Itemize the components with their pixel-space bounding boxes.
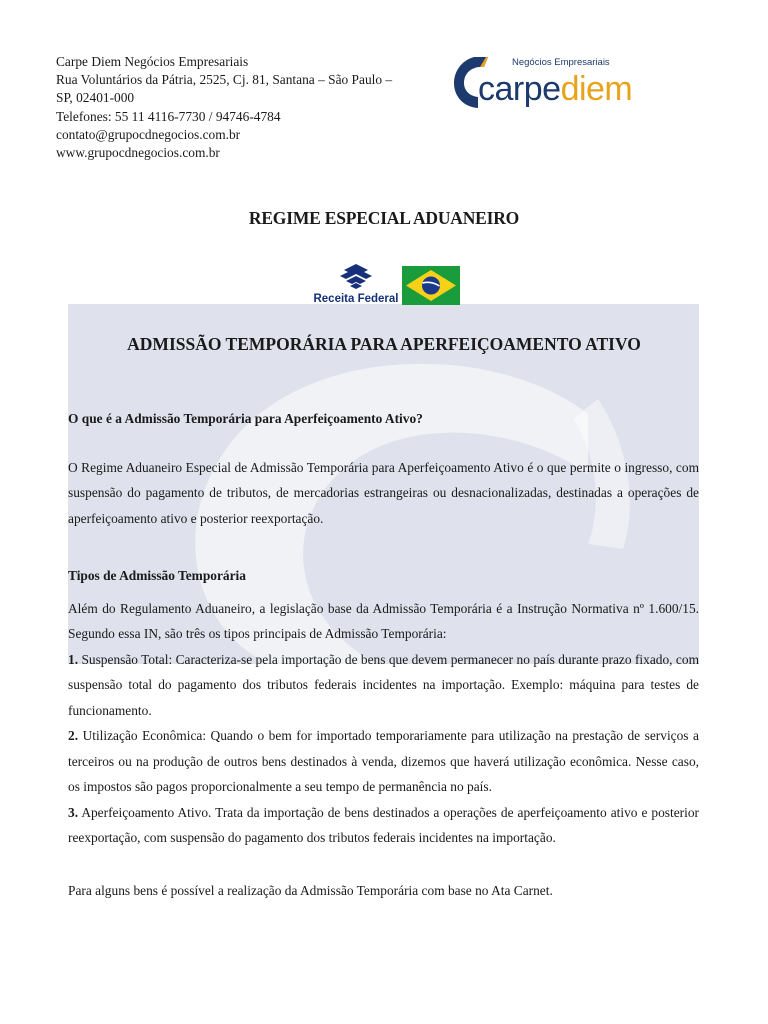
- carpediem-logo: [452, 53, 678, 109]
- logo-name-carpe: carpe: [478, 70, 561, 108]
- type-item-3: [68, 800, 699, 851]
- question-heading: O que é a Admissão Temporária para Aperfeiçoamento Ativo?: [68, 411, 423, 426]
- type-item-number: 1.: [68, 651, 79, 667]
- sender-phones: Telefones: 55 11 4116-7730 / 94746-4784: [56, 108, 281, 124]
- section-title: ADMISSÃO TEMPORÁRIA PARA APERFEIÇOAMENTO ATIVO: [127, 334, 641, 354]
- type-item-text: Aperfeiçoamento Ativo. Trata da importação de bens destinados a operações de aperfeiçoamento ativo e posterior reexportação, com suspensão do pagamento dos tributos federais incidentes na importação.: [68, 804, 700, 845]
- logo-name-diem: diem: [560, 70, 633, 108]
- type-item-number: 2.: [68, 728, 79, 743]
- brazil-flag-icon: [402, 266, 460, 305]
- sender-address-line1: Rua Voluntários da Pátria, 2525, Cj. 81, Santana – São Paulo –: [56, 72, 393, 88]
- intro-paragraph: O Regime Aduaneiro Especial de Admissão Temporária para Aperfeiçoamento Ativo é o que permite o ingresso, com suspensão do pagamento de tributos, de mercadorias estrangeiras ou desnacionalizadas, destinadas a operações de aperfeiçoamento ativo e posterior reexportação.: [68, 459, 699, 526]
- sender-email[interactable]: contato@grupocdnegocios.com.br: [56, 126, 241, 142]
- type-item-number: 3.: [68, 804, 79, 820]
- types-intro-paragraph: Além do Regulamento Aduaneiro, a legislação base da Admissão Temporária é a Instrução Normativa nº 1.600/15. Segundo essa IN, são três os tipos principais de Admissão Temporária:: [68, 600, 699, 641]
- receita-federal-label: Receita Federal: [313, 293, 399, 305]
- receita-federal-logo: [310, 262, 402, 306]
- closing-paragraph: Para alguns bens é possível a realização da Admissão Temporária com base no Ata Carnet.: [68, 882, 553, 898]
- sender-company: Carpe Diem Negócios Empresariais: [56, 54, 249, 69]
- sender-website[interactable]: www.grupocdnegocios.com.br: [56, 145, 220, 161]
- sender-address-line2: SP, 02401-000: [56, 90, 135, 106]
- type-item-text: Suspensão Total: Caracteriza-se pela importação de bens que devem permanecer no país durante prazo fixado, com suspensão total do pagamento dos tributos federais incidentes na importação. Exemplo: máquina para testes de funcionamento.: [68, 651, 699, 718]
- type-item-text: Utilização Econômica: Quando o bem for importado temporariamente para utilização na prestação de serviços a terceiros ou na produção de outros bens destinados à venda, dizemos que haverá utilização econômica. Nesse caso, os impostos são pagos proporcionalmente a seu tempo de permanência no país.: [68, 728, 699, 794]
- document-title: REGIME ESPECIAL ADUANEIRO: [248, 208, 520, 228]
- logo-tagline: Negócios Empresariais: [512, 57, 610, 68]
- document-body: [68, 406, 699, 903]
- type-item-1: [68, 647, 699, 724]
- types-heading: Tipos de Admissão Temporária: [68, 568, 246, 583]
- svg-text:carpediem: [478, 70, 632, 108]
- sender-block: [56, 53, 446, 162]
- type-item-2: [68, 723, 699, 800]
